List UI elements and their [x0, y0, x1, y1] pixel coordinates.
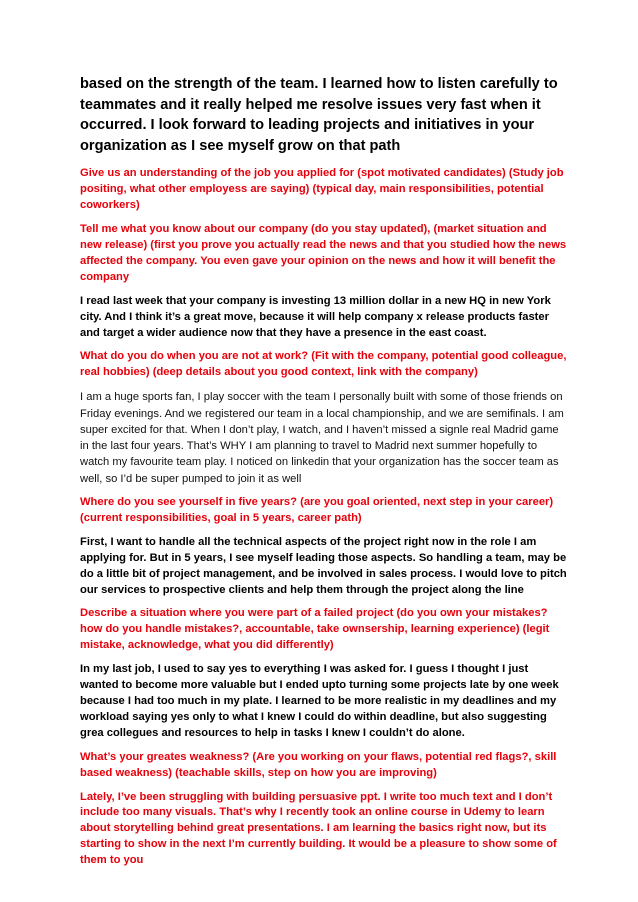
question-failed-project: Describe a situation where you were part of a failed project (do you own your mistakes? how do you handle mistakes?, accountable, take ownsership, learning experience) (legit mistake, acknowledge, what you did differently): [80, 607, 550, 652]
answer-outside-work: I am a huge sports fan, I play soccer with the team I personally built with some of those friends on Friday evenings. And we registered our team in a local championship, and we are semifinals. I am super excited for that. When I don’t play, I watch, and I haven’t missed a signle real Madrid game in the last four years. That’s WHY I am planning to travel to Madrid next summer hopefully to watch my favourite team play. I noticed on linkedin that your organization has the soccer team as well, so I’d be super pumped to join it as well: [80, 391, 564, 485]
question-weakness: What’s your greates weakness? (Are you working on your flaws, potential red flags?, skill based weakness) (teachable skills, step on how you are improving): [80, 750, 557, 779]
weakness-response-paragraph: Lately, I’ve been struggling with building persuasive ppt. I write too much text and I don’t include too many visuals. That’s why I recently took an online course in Udemy to learn about storytelling behind great presentations. I am learning the basics right now, but its starting to show in the next I’m currently building. It would be a pleasure to show some of them to you: [80, 790, 557, 867]
intro-paragraph: based on the strength of the team. I learned how to listen carefully to teammates and it really helped me resolve issues very fast when it occurred. I look forward to leading projects and initiatives in your organization as I see myself grow on that path: [80, 76, 558, 154]
question-outside-work: What do you do when you are not at work? (Fit with the company, potential good colleague, real hobbies) (deep details about you good context, link with the company): [80, 350, 567, 379]
question-five-years: Where do you see yourself in five years? (are you goal oriented, next step in your career) (current responsibilities, goal in 5 years, career path): [80, 496, 554, 524]
question-job-understanding: Give us an understanding of the job you applied for (spot motivated candidates) (Study job positing, what other employess are saying) (typical day, main responsibilities, potential coworkers): [80, 167, 564, 212]
question-company-knowledge: Tell me what you know about our company (do you stay updated), (market situation and new release) (first you prove you actually read the news and that you studied how the news affected the company. You even gave your opinion on the news and how it will benefit the company: [80, 223, 567, 283]
answer-company-knowledge: I read last week that your company is investing 13 million dollar in a new HQ in new York city. And I think it’s a great move, because it will help company x release products faster and target a wider audience now that they have a presence in the east coast.: [80, 294, 551, 339]
answer-failed-project: In my last job, I used to say yes to everything I was asked for. I guess I thought I just wanted to become more valuable but I ended upto turning some projects late by one week because I had too much in my plate. I learned to be more realistic in my deadlines and my workload saying yes only to what I knew I could do within deadline, but also suggesting grea collegues and resources to help in tasks I knew I couldn’t do alone.: [80, 663, 559, 739]
answer-five-years: First, I want to handle all the technical aspects of the project right now in the role I am applying for. But in 5 years, I see myself leading those aspects. So handling a team, may be do a little bit of project management, and be involved in sales process. I would love to pitch our services to prospective clients and help them through the project along the line: [80, 535, 567, 596]
